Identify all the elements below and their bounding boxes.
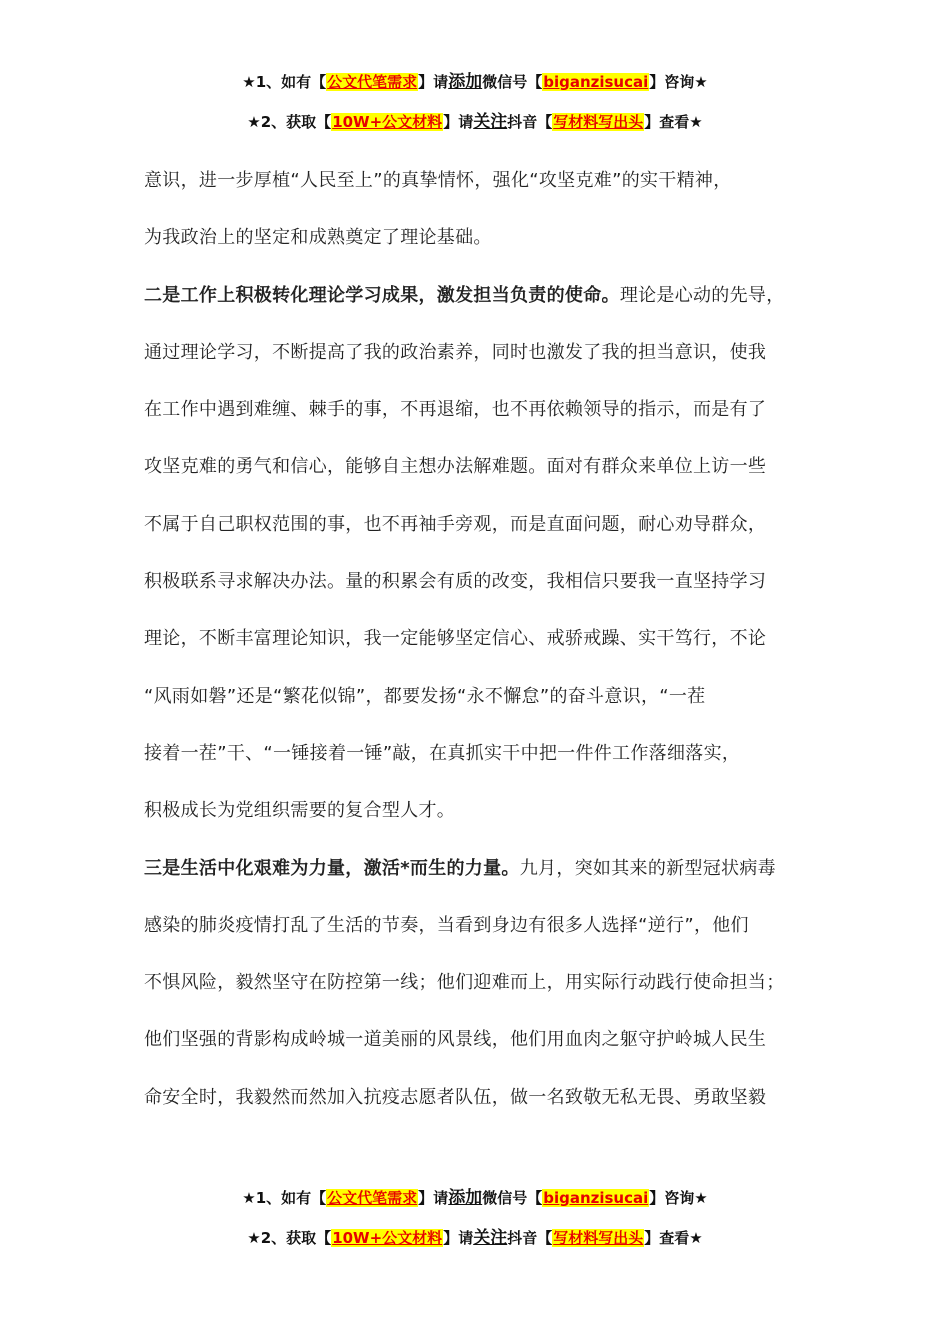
- paragraph-2: [144, 273, 824, 846]
- banner-text: 微信号【: [482, 73, 543, 91]
- banner-highlight: 公文代笔需求: [327, 73, 418, 91]
- banner-text: 】咨询★: [649, 1189, 708, 1207]
- banner-line-2: [0, 102, 950, 142]
- text-line: 理论，不断丰富理论知识，我一定能够坚定信心、戒骄戒躁、实干笃行，不论: [144, 628, 767, 650]
- text-line: 积极成长为党组织需要的复合型人才。: [144, 800, 456, 822]
- banner-text: ★2、获取【: [247, 1229, 332, 1247]
- banner-emphasis: 添加: [448, 1188, 483, 1208]
- banner-highlight: biganzisucai: [543, 1189, 649, 1207]
- text-line: 在工作中遇到难缠、棘手的事，不再退缩，也不再依赖领导的指示，而是有了: [144, 399, 767, 421]
- paragraph-3: [144, 846, 824, 1132]
- text-segment: 理论是心动的先导，: [619, 284, 785, 306]
- paragraph-lead: 二是工作上积极转化理论学习成果，激发担当负责的使命。: [144, 284, 620, 306]
- banner-emphasis: 添加: [448, 72, 483, 92]
- banner-text: 】请: [443, 113, 474, 131]
- text-line: [144, 846, 824, 903]
- banner-text: ★2、获取【: [247, 113, 332, 131]
- top-banner: [0, 62, 950, 142]
- banner-text: ★1、如有【: [242, 1189, 327, 1207]
- banner-highlight: 写材料写出头: [553, 113, 644, 131]
- banner-text: 】咨询★: [649, 73, 708, 91]
- banner-highlight: 写材料写出头: [553, 1229, 644, 1247]
- banner-line-1: [0, 1178, 950, 1218]
- paragraph-1: [144, 158, 824, 273]
- bottom-banner: [0, 1178, 950, 1258]
- banner-text: 】请: [418, 1189, 449, 1207]
- text-line: 通过理论学习，不断提高了我的政治素养，同时也激发了我的担当意识，使我: [144, 341, 767, 363]
- banner-emphasis: 关注: [473, 1228, 508, 1248]
- banner-highlight: 10W+公文材料: [332, 113, 443, 131]
- banner-text: 抖音【: [507, 1229, 553, 1247]
- banner-text: 】请: [443, 1229, 474, 1247]
- banner-highlight: 10W+公文材料: [332, 1229, 443, 1247]
- banner-highlight: biganzisucai: [543, 73, 649, 91]
- paragraph-lead: 三是生活中化艰难为力量，激活*而生的力量。: [144, 857, 520, 879]
- banner-text: ★1、如有【: [242, 73, 327, 91]
- text-line: 攻坚克难的勇气和信心，能够自主想办法解难题。面对有群众来单位上访一些: [144, 456, 767, 478]
- document-body: [144, 158, 824, 1132]
- text-line: 感染的肺炎疫情打乱了生活的节奏，当看到身边有很多人选择“逆行”，他们: [144, 914, 749, 936]
- banner-text: 】查看★: [644, 113, 703, 131]
- text-line: 为我政治上的坚定和成熟奠定了理论基础。: [144, 227, 492, 249]
- banner-text: 】查看★: [644, 1229, 703, 1247]
- banner-text: 抖音【: [507, 113, 553, 131]
- text-line: 不惧风险，毅然坚守在防控第一线；他们迎难而上，用实际行动践行使命担当；: [144, 972, 785, 994]
- text-line: 接着一茬”干、“一锤接着一锤”敲，在真抓实干中把一件件工作落细落实，: [144, 742, 741, 764]
- text-line: 意识，进一步厚植“人民至上”的真挚情怀，强化“攻坚克难”的实干精神，: [144, 170, 732, 191]
- text-line: 他们坚强的背影构成岭城一道美丽的风景线，他们用血肉之躯守护岭城人民生: [144, 1029, 767, 1051]
- banner-line-2: [0, 1218, 950, 1258]
- banner-emphasis: 关注: [473, 112, 508, 132]
- text-line: [144, 273, 824, 330]
- text-line: 不属于自己职权范围的事，也不再袖手旁观，而是直面问题，耐心劝导群众，: [144, 513, 767, 535]
- text-segment: 九月，突如其来的新型冠状病毒: [519, 857, 776, 879]
- banner-text: 】请: [418, 73, 449, 91]
- text-line: 积极联系寻求解决办法。量的积累会有质的改变，我相信只要我一直坚持学习: [144, 571, 767, 593]
- banner-text: 微信号【: [482, 1189, 543, 1207]
- banner-highlight: 公文代笔需求: [327, 1189, 418, 1207]
- banner-line-1: [0, 62, 950, 102]
- text-line: 命安全时，我毅然而然加入抗疫志愿者队伍，做一名致敬无私无畏、勇敢坚毅: [144, 1086, 767, 1108]
- text-line: “风雨如磐”还是“繁花似锦”，都要发扬“永不懈怠”的奋斗意识，“一茬: [144, 685, 706, 707]
